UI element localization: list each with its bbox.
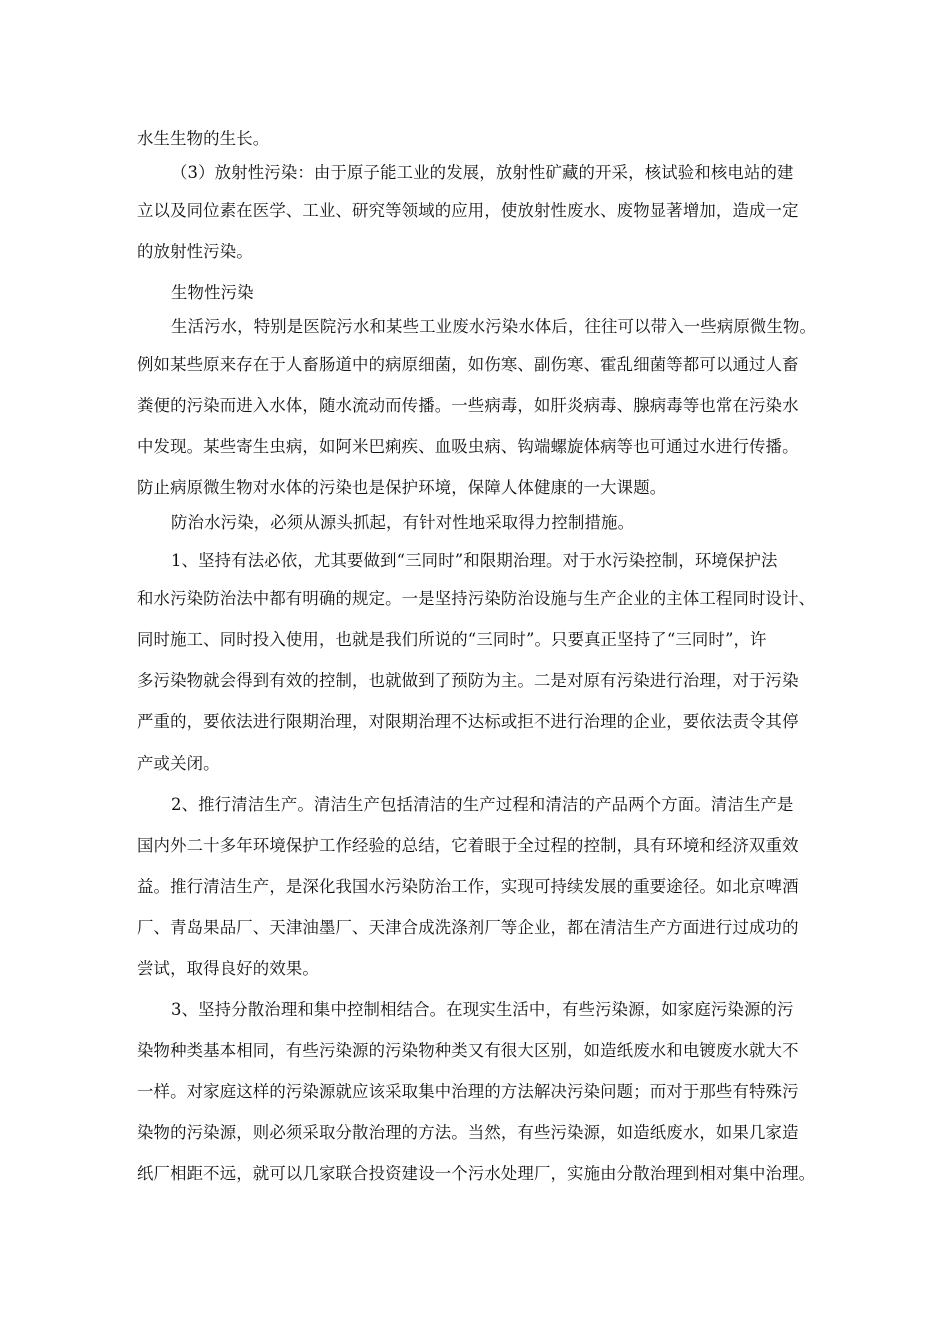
body-text-line: 益。推行清洁生产，是深化我国水污染防治工作，实现可持续发展的重要途径。如北京啤酒: [137, 877, 799, 896]
body-text-line: 2、推行清洁生产。清洁生产包括清洁的生产过程和清洁的产品两个方面。清洁生产是: [171, 795, 794, 814]
section-heading: 生物性污染: [171, 283, 254, 302]
body-text-line: 厂、青岛果品厂、天津油墨厂、天津合成洗涤剂厂等企业，都在清洁生产方面进行过成功的: [137, 918, 799, 937]
body-text-line: 尝试，取得良好的效果。: [137, 959, 319, 978]
body-text-line: 中发现。某些寄生虫病，如阿米巴痢疾、血吸虫病、钩端螺旋体病等也可通过水进行传播。: [137, 437, 799, 456]
body-text-line: 的放射性污染。: [137, 242, 253, 261]
body-text-line: 防止病原微生物对水体的污染也是保护环境，保障人体健康的一大课题。: [137, 478, 667, 497]
body-text-line: （3）放射性污染：由于原子能工业的发展，放射性矿藏的开采，核试验和核电站的建: [171, 163, 794, 182]
body-text-line: 同时施工、同时投入使用，也就是我们所说的“三同时”。只要真正坚持了“三同时”，许: [137, 630, 767, 649]
body-text-line: 生活污水，特别是医院污水和某些工业废水污染水体后，往往可以带入一些病原微生物。: [171, 317, 817, 336]
body-text-line: 3、坚持分散治理和集中控制相结合。在现实生活中，有些污染源，如家庭污染源的污: [171, 1000, 794, 1019]
body-text-line: 多污染物就会得到有效的控制，也就做到了预防为主。二是对原有污染进行治理，对于污染: [137, 671, 799, 690]
body-text-line: 染物种类基本相同，有些污染源的污染物种类又有很大区别，如造纸废水和电镀废水就大不: [137, 1041, 799, 1060]
body-text-line: 染物的污染源，则必须采取分散治理的方法。当然，有些污染源，如造纸废水，如果几家造: [137, 1123, 799, 1142]
body-text-line: 国内外二十多年环境保护工作经验的总结，它着眼于全过程的控制，具有环境和经济双重效: [137, 836, 799, 855]
body-text-line: 和水污染防治法中都有明确的规定。一是坚持污染防治设施与生产企业的主体工程同时设计、: [137, 589, 816, 608]
body-text-line: 1、坚持有法必依，尤其要做到“三同时”和限期治理。对于水污染控制，环境保护法: [171, 551, 778, 570]
body-text-line: 例如某些原来存在于人畜肠道中的病原细菌，如伤寒、副伤寒、霍乱细菌等都可以通过人畜: [137, 355, 799, 374]
body-text-line: 水生生物的生长。: [137, 129, 270, 148]
body-text-line: 粪便的污染而进入水体，随水流动而传播。一些病毒，如肝炎病毒、腺病毒等也常在污染水: [137, 396, 799, 415]
body-text-line: 产或关闭。: [137, 754, 220, 773]
body-text-line: 严重的，要依法进行限期治理，对限期治理不达标或拒不进行治理的企业，要依法责令其停: [137, 712, 799, 731]
body-text-line: 防治水污染，必须从源头抓起，有针对性地采取得力控制措施。: [171, 513, 635, 532]
body-text-line: 一样。对家庭这样的污染源就应该采取集中治理的方法解决污染问题；而对于那些有特殊污: [137, 1082, 799, 1101]
body-text-line: 立以及同位素在医学、工业、研究等领域的应用，使放射性废水、废物显著增加，造成一定: [137, 201, 799, 220]
body-text-line: 纸厂相距不远，就可以几家联合投资建设一个污水处理厂，实施由分散治理到相对集中治理。: [137, 1164, 816, 1183]
